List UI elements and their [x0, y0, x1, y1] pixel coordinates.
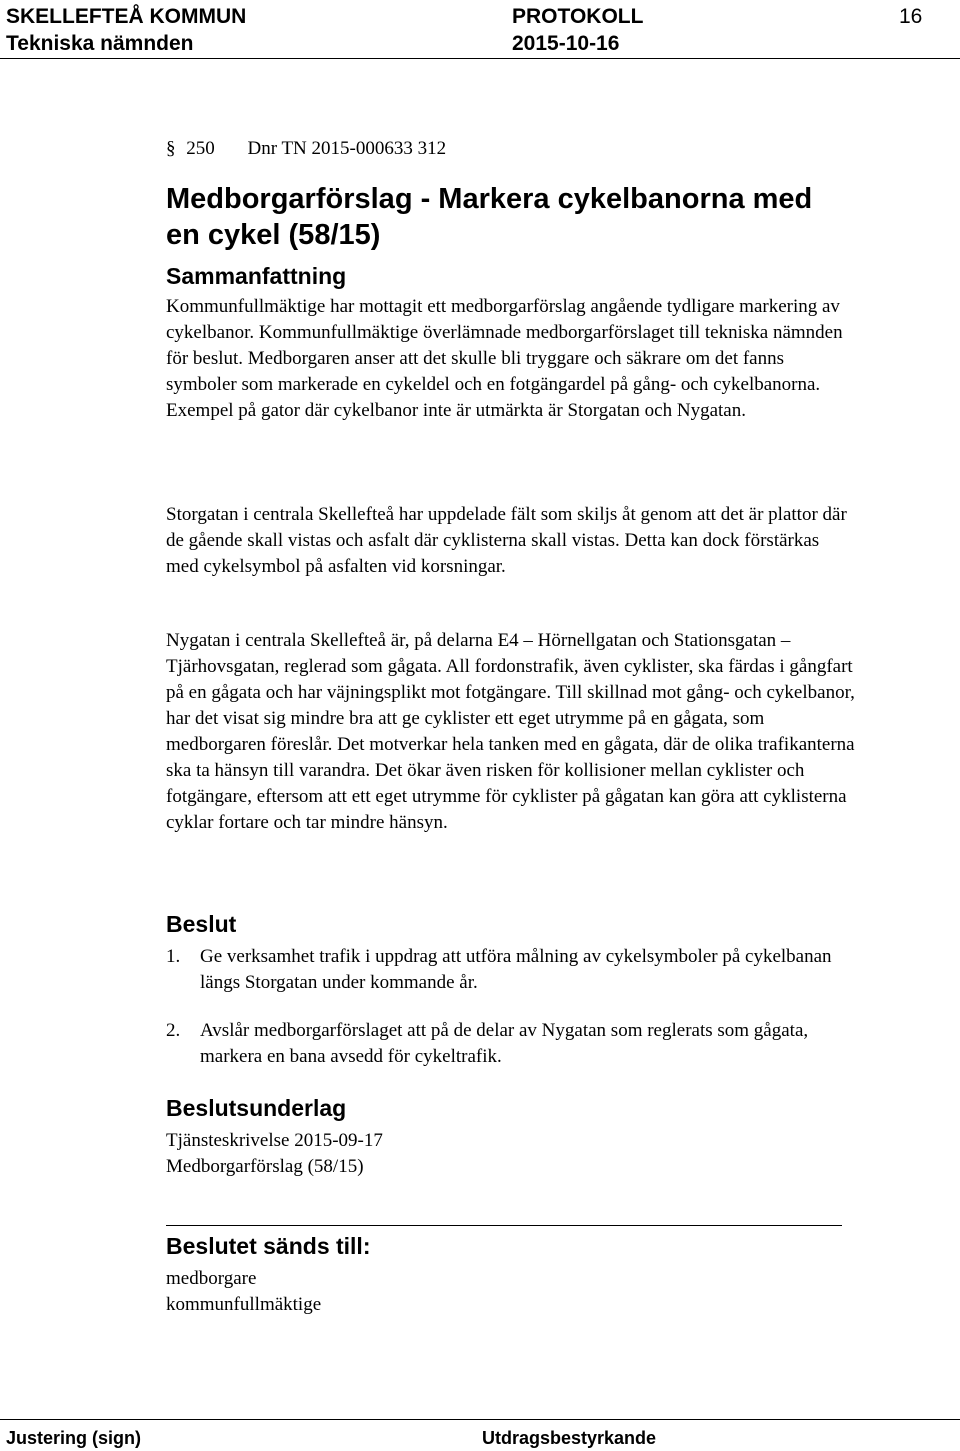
decision-item-number: 2. — [166, 1020, 181, 1041]
recipient: kommunfullmäktige — [166, 1294, 322, 1315]
summary-paragraph: Storgatan i centrala Skellefteå har uppdelade fält som skiljs åt genom att det är plattor där de gående skall vistas och asfalt där cyklisterna skall vistas. Detta kan dock förstärkas med cykelsymbol på asfalten vid korsningar. — [166, 504, 847, 577]
basis-item: Medborgarförslag (58/15) — [166, 1156, 364, 1177]
case-title-line-2: en cykel (58/15) — [166, 219, 381, 251]
summary-paragraph: Nygatan i centrala Skellefteå är, på delarna E4 – Hörnellgatan och Stationsgatan – Tjärhovsgatan, reglerad som gågata. All fordonstrafik, även cyklister, ska färdas i gångfart på en gågata och har väjningsplikt mot fotgängare. Till skillnad mot gång- och cykelbanor, har det visat sig mindre bra att ge cyklister ett eget utrymme på en gågata, som medborgaren föreslår. Det motverkar hela tanken med en gågata, där de olika trafikanterna ska ta hänsyn till varandra. Det ökar även risken för kollisioner mellan cyklister och fotgängare, eftersom att ett eget utrymme för cyklister på gågatan kan göra att cyklisterna cyklar fortare och tar mindre hänsyn. — [166, 630, 855, 833]
document-type: PROTOKOLL — [512, 5, 644, 28]
decision-heading: Beslut — [166, 911, 237, 937]
org-name: SKELLEFTEÅ KOMMUN — [6, 5, 247, 28]
footer-justering: Justering (sign) — [6, 1428, 142, 1448]
footer-divider — [0, 1419, 960, 1420]
page-number: 16 — [899, 5, 923, 28]
header-divider — [0, 58, 960, 59]
summary-section — [166, 262, 856, 424]
decision-heading-block — [166, 910, 856, 938]
decision-item-number: 1. — [166, 946, 181, 967]
basis-heading: Beslutsunderlag — [166, 1095, 347, 1121]
sent-to-section — [166, 1232, 856, 1318]
sent-to-heading: Beslutet sänds till: — [166, 1233, 371, 1259]
committee-name: Tekniska nämnden — [6, 32, 194, 55]
basis-section — [166, 1094, 856, 1180]
decision-item-text: Avslår medborgarförslaget att på de delar av Nygatan som reglerats som gågata, markera en bana avsedd för cykeltrafik. — [200, 1020, 809, 1067]
meeting-date: 2015-10-16 — [512, 32, 620, 55]
decision-item — [166, 944, 856, 996]
case-number: 250 — [186, 138, 215, 159]
summary-paragraph: Kommunfullmäktige har mottagit ett medborgarförslag angående tydligare markering av cykelbanor. Kommunfullmäktige överlämnade medborgarförslaget till tekniska nämnden för beslut. Medborgaren anser att det skulle bli tryggare och säkrare om det fanns symboler som markerade en cykeldel och en fotgängardel på gång- och cykelbanorna. Exempel på gator där cykelbanor inte är utmärkta är Storgatan och Nygatan. — [166, 296, 843, 421]
section-mark: § — [166, 138, 176, 159]
summary-heading: Sammanfattning — [166, 263, 347, 289]
decision-item — [166, 1018, 856, 1070]
case-title-line-1: Medborgarförslag - Markera cykelbanorna med — [166, 183, 813, 215]
case-dnr: Dnr TN 2015-000633 312 — [247, 138, 447, 159]
storgatan-paragraph-block — [166, 502, 856, 580]
decision-item-text: Ge verksamhet trafik i uppdrag att utföra målning av cykelsymboler på cykelbanan längs Storgatan under kommande år. — [200, 946, 832, 993]
recipient: medborgare — [166, 1268, 257, 1289]
signature-divider — [166, 1225, 842, 1226]
nygatan-paragraph-block — [166, 628, 856, 836]
case-line — [166, 136, 856, 162]
case-title — [166, 181, 856, 253]
decision-list — [166, 944, 856, 1067]
footer-utdragsbestyrkande: Utdragsbestyrkande — [482, 1428, 657, 1448]
basis-item: Tjänsteskrivelse 2015-09-17 — [166, 1130, 383, 1151]
